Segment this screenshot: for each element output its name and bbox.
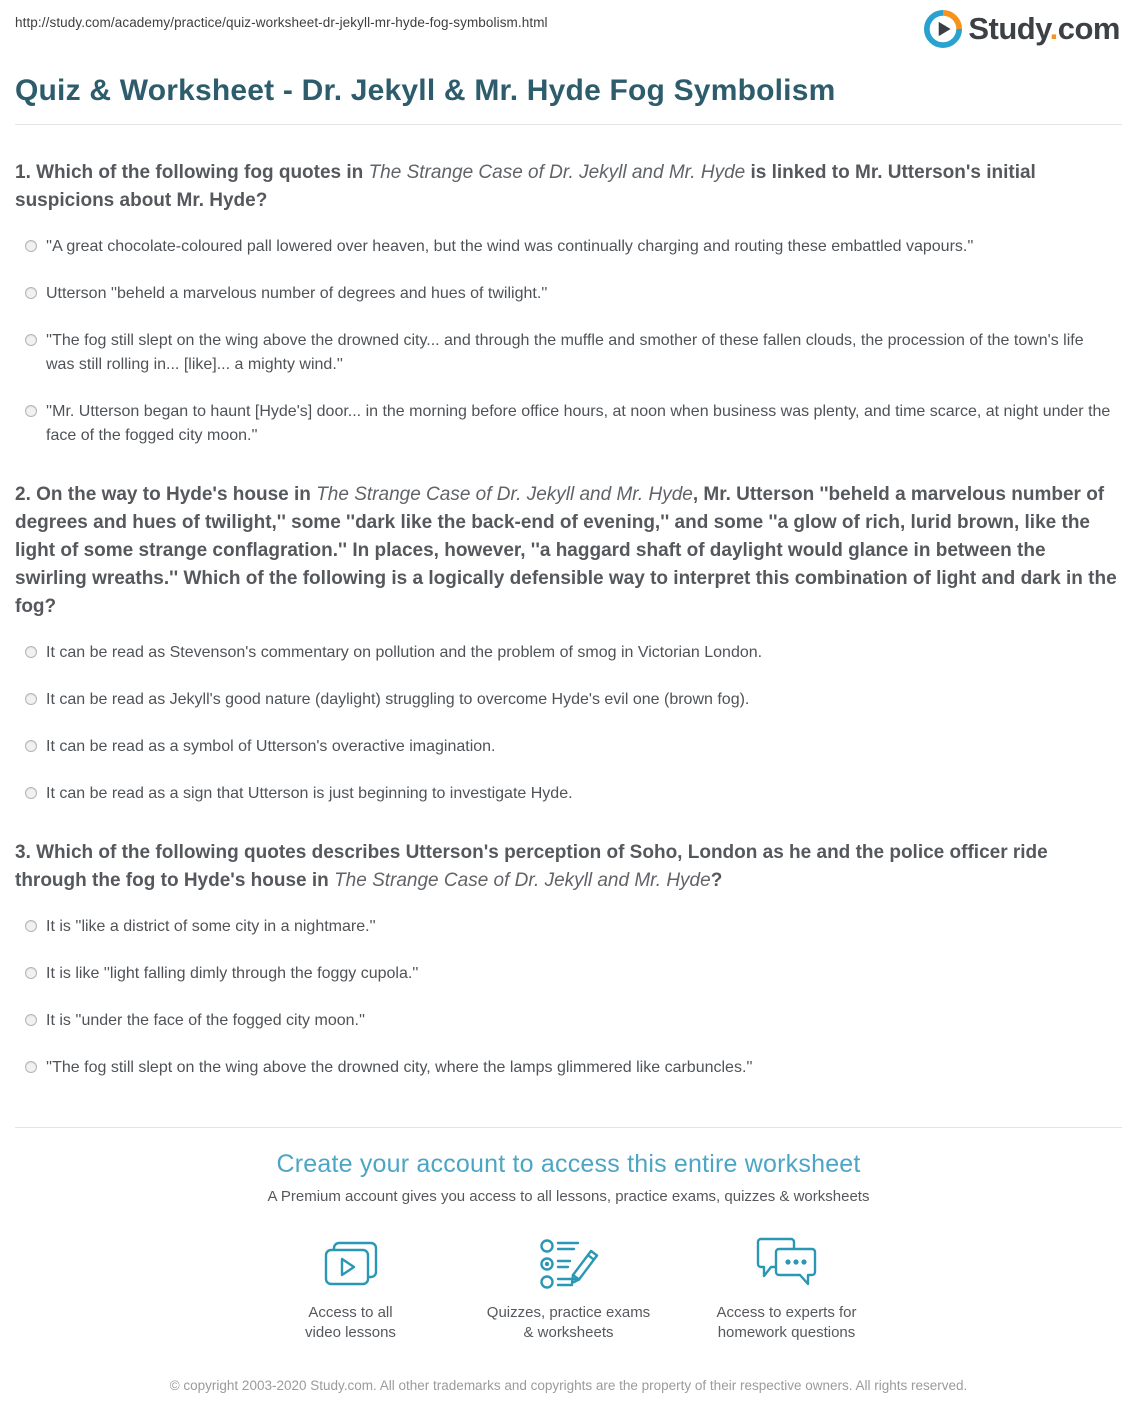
radio-button-icon[interactable]	[25, 967, 37, 979]
copyright-notice: © copyright 2003-2020 Study.com. All other trademarks and copyrights are the property of their respective owners. All rights reserved.	[169, 1378, 968, 1393]
studycom-play-logo-icon	[924, 10, 962, 48]
radio-button-icon[interactable]	[25, 240, 37, 252]
answer-option[interactable]	[15, 959, 1122, 989]
answer-option-label: ''Mr. Utterson began to haunt [Hyde's] door... in the morning before office hours, at noon when business was plenty, and time scarce, at night under the face of the fogged city moon.''	[46, 403, 1111, 444]
feature-label: Access to experts for homework questions	[716, 1304, 857, 1341]
quiz-checklist-pencil-icon	[538, 1233, 600, 1291]
quiz-questions	[15, 125, 1122, 1083]
question-3	[15, 839, 1122, 1083]
answer-option[interactable]	[15, 326, 1122, 380]
radio-button-icon[interactable]	[25, 287, 37, 299]
answer-option-label: It can be read as Stevenson's commentary on pollution and the problem of smog in Victorian London.	[46, 644, 763, 661]
radio-button-icon[interactable]	[25, 1061, 37, 1073]
cta-section	[15, 1150, 1122, 1425]
answer-option-label: Utterson ''beheld a marvelous number of degrees and hues of twilight.''	[46, 285, 548, 302]
chat-bubbles-icon	[755, 1233, 819, 1291]
answer-option[interactable]	[15, 685, 1122, 715]
answer-option-label: ''The fog still slept on the wing above the drowned city, where the lamps glimmered like carbuncles.''	[46, 1059, 753, 1076]
question-1	[15, 159, 1122, 451]
answer-option-label: It can be read as a sign that Utterson is just beginning to investigate Hyde.	[46, 785, 573, 802]
answer-option[interactable]	[15, 1053, 1122, 1083]
radio-button-icon[interactable]	[25, 740, 37, 752]
radio-button-icon[interactable]	[25, 646, 37, 658]
cta-heading[interactable]: Create your account to access this entire worksheet	[276, 1150, 861, 1178]
answer-option[interactable]	[15, 732, 1122, 762]
feature-label: Quizzes, practice exams & worksheets	[486, 1304, 651, 1341]
feature-list	[15, 1233, 1122, 1343]
feature-quizzes	[460, 1233, 678, 1343]
answer-option[interactable]	[15, 397, 1122, 451]
answer-option[interactable]	[15, 279, 1122, 309]
radio-button-icon[interactable]	[25, 405, 37, 417]
footer-divider	[15, 1127, 1122, 1128]
studycom-logo[interactable]	[924, 10, 1122, 48]
answer-option[interactable]	[15, 232, 1122, 262]
answer-option[interactable]	[15, 1006, 1122, 1036]
radio-button-icon[interactable]	[25, 1014, 37, 1026]
answer-option[interactable]	[15, 912, 1122, 942]
answer-option[interactable]	[15, 638, 1122, 668]
radio-button-icon[interactable]	[25, 693, 37, 705]
answer-option-label: It is ''like a district of some city in a nightmare.''	[46, 918, 376, 935]
answer-option-label: It is ''under the face of the fogged city moon.''	[46, 1012, 366, 1029]
radio-button-icon[interactable]	[25, 920, 37, 932]
radio-button-icon[interactable]	[25, 334, 37, 346]
page-header	[15, 0, 1122, 52]
answer-option-label: ''A great chocolate-coloured pall lowered over heaven, but the wind was continually charging and routing these embattled vapours.''	[46, 238, 974, 255]
answer-option-label: ''The fog still slept on the wing above the drowned city... and through the muffle and smother of these fallen clouds, the procession of the town's life was still rolling in... [like]... a mighty wind.''	[46, 332, 1084, 373]
cta-subheading: A Premium account gives you access to all lessons, practice exams, quizzes & worksheets	[267, 1188, 870, 1205]
page-title: Quiz & Worksheet - Dr. Jekyll & Mr. Hyde Fog Symbolism	[15, 74, 836, 107]
question-text: 2. On the way to Hyde's house in The Strange Case of Dr. Jekyll and Mr. Hyde, Mr. Utterson ''beheld a marvelous number of degrees and hues of twilight,'' some ''dark like the back-end of evening,'' and some ''a glow of rich, lurid brown, like the light of some strange conflagration.'' In places, however, ''a haggard shaft of daylight would glance in between the swirling wreaths.'' Which of the following is a logically defensible way to interpret this combination of light and dark in the fog?	[15, 484, 1117, 617]
feature-video-lessons	[242, 1233, 460, 1343]
video-lessons-icon	[322, 1233, 380, 1291]
answer-option[interactable]	[15, 779, 1122, 809]
feature-experts	[678, 1233, 896, 1343]
answer-option-label: It is like ''light falling dimly through the foggy cupola.''	[46, 965, 419, 982]
question-text: 3. Which of the following quotes describes Utterson's perception of Soho, London as he and the police officer ride through the fog to Hyde's house in The Strange Case of Dr. Jekyll and Mr. Hyde?	[15, 842, 1048, 891]
question-text: 1. Which of the following fog quotes in The Strange Case of Dr. Jekyll and Mr. Hyde is linked to Mr. Utterson's initial suspicions about Mr. Hyde?	[15, 162, 1036, 211]
answer-option-label: It can be read as a symbol of Utterson's overactive imagination.	[46, 738, 496, 755]
question-2	[15, 481, 1122, 809]
answer-option-label: It can be read as Jekyll's good nature (daylight) struggling to overcome Hyde's evil one (brown fog).	[46, 691, 750, 708]
studycom-logo-text: Study.com	[968, 11, 1120, 46]
feature-label: Access to all video lessons	[305, 1304, 396, 1341]
page-url: http://study.com/academy/practice/quiz-worksheet-dr-jekyll-mr-hyde-fog-symbolism.html	[15, 15, 548, 30]
radio-button-icon[interactable]	[25, 787, 37, 799]
